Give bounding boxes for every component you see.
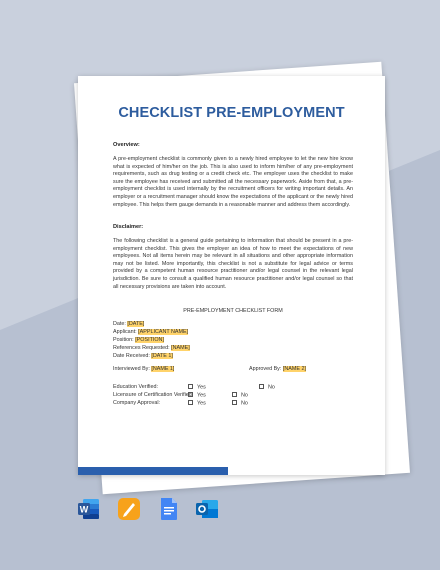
field-value[interactable]: [APPLICANT NAME] xyxy=(138,329,189,335)
field-interviewed-by xyxy=(113,366,174,372)
field-references-requested xyxy=(113,345,190,351)
field-position xyxy=(113,337,164,343)
checkbox-yes[interactable] xyxy=(188,400,206,407)
checkbox-no[interactable] xyxy=(259,384,275,391)
field-label: Interviewed By: xyxy=(113,366,152,372)
checkbox-label: Yes xyxy=(197,392,206,399)
checkbox-label: No xyxy=(268,384,275,391)
field-approved-by xyxy=(249,366,306,372)
disclaimer-heading: Disclaimer: xyxy=(113,224,144,230)
field-value[interactable]: [DATE] xyxy=(127,321,145,327)
field-date xyxy=(113,321,144,327)
checklist-item-label: Company Approval: xyxy=(113,400,161,406)
checkbox-yes[interactable] xyxy=(188,392,206,399)
form-title: PRE-EMPLOYMENT CHECKLIST FORM xyxy=(183,308,283,314)
checklist-item-label: Education Verified: xyxy=(113,384,158,390)
field-date-received xyxy=(113,353,173,359)
checkbox-no[interactable] xyxy=(232,392,248,399)
checkbox-no[interactable] xyxy=(232,400,248,407)
field-applicant xyxy=(113,329,188,335)
field-value[interactable]: [NAME] xyxy=(171,345,190,351)
document-title: CHECKLIST PRE-EMPLOYMENT xyxy=(118,105,345,121)
checkbox-label: No xyxy=(241,400,248,407)
field-label: Approved By: xyxy=(249,366,283,372)
field-label: Position: xyxy=(113,337,136,343)
checkbox-yes[interactable] xyxy=(188,384,206,391)
checkbox-label: No xyxy=(241,392,248,399)
field-value[interactable]: [NAME 1] xyxy=(151,366,175,372)
checklist-item-label: Licensure of Certification Verified: xyxy=(113,392,194,398)
checkbox-icon[interactable] xyxy=(259,384,264,389)
accent-bar xyxy=(78,467,228,475)
field-label: Applicant: xyxy=(113,329,139,335)
overview-paragraph: A pre-employment checklist is commonly given to a newly hired employee to let the new hire know what is expected of him/her on the job. This is also used to inform him/her of any pre-employment requirements, such as drug testing or a credit check etc. The employer uses the checklist to make sure the employee has received and submitted all the necessary paperwork. Aside from that, a pre-employment checklist is used internally by the recruitment officers for writing important details. An employer or a recruitment manager should know the expectations of the applicant or the newly hired employee. This helps them gauge demands in a reasonable manner and address them accordingly. xyxy=(113,156,353,208)
document-page xyxy=(78,76,385,475)
google-docs-icon[interactable] xyxy=(158,497,180,521)
checkbox-icon[interactable] xyxy=(232,400,237,405)
outlook-icon[interactable] xyxy=(196,497,218,521)
field-label: References Requested: xyxy=(113,345,172,351)
pages-icon[interactable] xyxy=(118,497,140,521)
word-letter: W xyxy=(79,504,89,515)
field-label: Date: xyxy=(113,321,128,327)
overview-heading: Overview: xyxy=(113,142,140,148)
checkbox-icon[interactable] xyxy=(188,392,193,397)
word-icon[interactable] xyxy=(78,497,100,521)
field-value[interactable]: [NAME 2] xyxy=(282,366,306,372)
checkbox-label: Yes xyxy=(197,384,206,391)
checkbox-icon[interactable] xyxy=(232,392,237,397)
disclaimer-paragraph: The following checklist is a general guide pertaining to information that should be present in a pre-employment checklist. This gives the employer an idea of how to meet the expectations of new employees. Not all items herein may be relevant in all situations and other appropriate information may not be listed. More importantly, this checklist is not a substitute for legal advice or terms provided by a competent human resource practitioner and/or legal counsel in the relevant legal jurisdiction. Be sure to consult a qualified human resource practitioner and/or legal counsel so that all necessary provisions are taken into account. xyxy=(113,238,353,290)
checkbox-label: Yes xyxy=(197,400,206,407)
checkbox-icon[interactable] xyxy=(188,400,193,405)
field-label: Date Received: xyxy=(113,353,152,359)
checkbox-icon[interactable] xyxy=(188,384,193,389)
field-value[interactable]: [DATE 1] xyxy=(151,353,173,359)
field-value[interactable]: [POSITION] xyxy=(135,337,164,343)
